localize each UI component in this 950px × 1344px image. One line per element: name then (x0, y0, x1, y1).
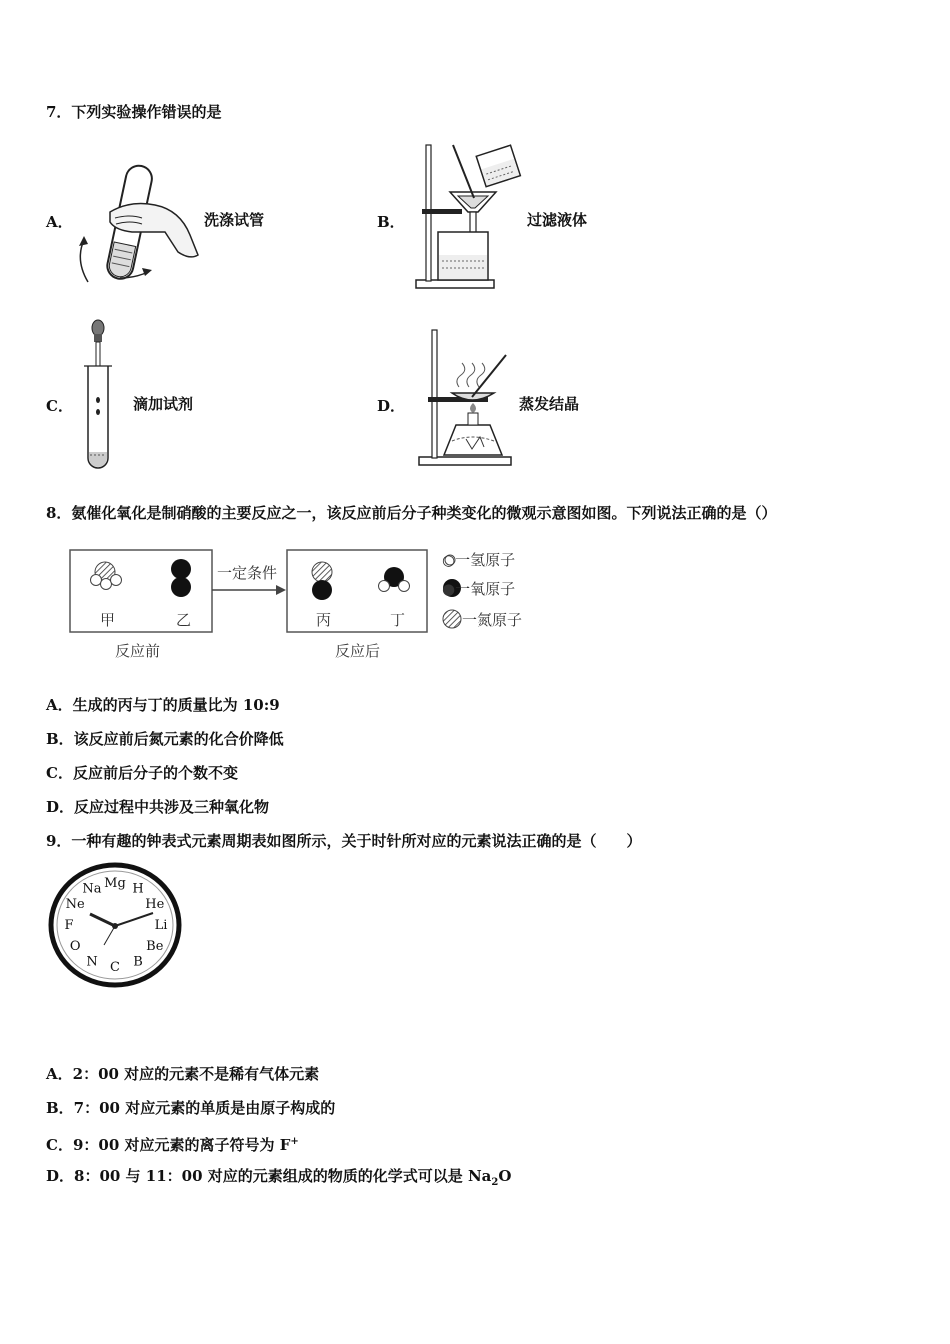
wash-test-tube-illustration (70, 160, 200, 295)
clock-element-b: B (133, 954, 143, 970)
q9-option-c (46, 1133, 299, 1154)
clock-element-ne: Ne (65, 897, 85, 912)
clock-element-na: Na (82, 881, 102, 897)
q9-option-b: B．7：00 对应元素的单质是由原子构成的 (46, 1099, 336, 1117)
product-ding-label: 丁 (390, 611, 406, 629)
q9-option-a: A．2：00 对应的元素不是稀有气体元素 (46, 1065, 320, 1083)
q7-option-a-letter: A． (46, 213, 73, 231)
clock-element-f: F (64, 918, 74, 933)
q9-option-d-text: D．8：00 与 11：00 对应的元素组成的物质的化学式可以是 Na (46, 1167, 492, 1185)
q7-option-d-letter: D． (377, 397, 406, 415)
q9-stem: 9．一种有趣的钟表式元素周期表如图所示，关于时针所对应的元素说法正确的是（ ） (46, 832, 642, 850)
q8-option-d: D．反应过程中共涉及三种氧化物 (46, 798, 270, 816)
clock-element-n: N (86, 954, 98, 970)
clock-element-be: Be (146, 939, 164, 954)
clock-element-c: C (110, 960, 120, 975)
dropper-illustration (80, 318, 120, 470)
reactant-jia-label: 甲 (100, 611, 116, 629)
clock-element-he: He (145, 897, 165, 912)
q8-stem: 8．氨催化氧化是制硝酸的主要反应之一，该反应前后分子种类变化的微观示意图如图。下列说法正确的是（） (46, 504, 777, 522)
after-reaction-label: 反应后 (335, 642, 381, 660)
q8-option-b: B．该反应前后氮元素的化合价降低 (46, 730, 284, 748)
q7-option-c-caption: 滴加试剂 (133, 395, 194, 413)
clock-element-h: H (132, 881, 144, 897)
reaction-micro-diagram (60, 540, 550, 665)
q9-option-c-charge: + (290, 1136, 299, 1147)
clock-element-li: Li (154, 918, 168, 933)
q9-option-d (46, 1167, 511, 1192)
filtration-apparatus-illustration (408, 140, 528, 295)
clock-element-o: O (69, 939, 81, 954)
q7-option-d-caption: 蒸发结晶 (519, 395, 580, 413)
q7-option-c-letter: C． (46, 397, 73, 415)
q7-option-b-caption: 过滤液体 (527, 211, 588, 229)
q8-option-a: A．生成的丙与丁的质量比为 10:9 (46, 696, 280, 714)
legend-oxygen: ●一氧原子 (442, 580, 516, 598)
legend-nitrogen: 一氮原子 (462, 611, 523, 629)
clock-element-mg: Mg (104, 876, 126, 891)
product-bing-label: 丙 (316, 611, 332, 629)
reaction-condition-label: 一定条件 (217, 564, 278, 582)
q9-option-d-suffix: O (498, 1167, 512, 1185)
q9-option-d-subscript: 2 (491, 1177, 499, 1188)
q9-option-c-text: C．9：00 对应元素的离子符号为 F (46, 1136, 291, 1154)
q7-option-a-caption: 洗涤试管 (204, 211, 265, 229)
q7-stem: 7．下列实验操作错误的是 (46, 103, 222, 121)
reactant-yi-label: 乙 (176, 611, 192, 629)
q8-option-c: C．反应前后分子的个数不变 (46, 764, 238, 782)
clock-periodic-table (48, 862, 184, 990)
before-reaction-label: 反应前 (115, 642, 161, 660)
legend-hydrogen: ○一氢原子 (442, 551, 516, 569)
evaporation-apparatus-illustration (414, 325, 519, 470)
q7-option-b-letter: B． (377, 213, 405, 231)
